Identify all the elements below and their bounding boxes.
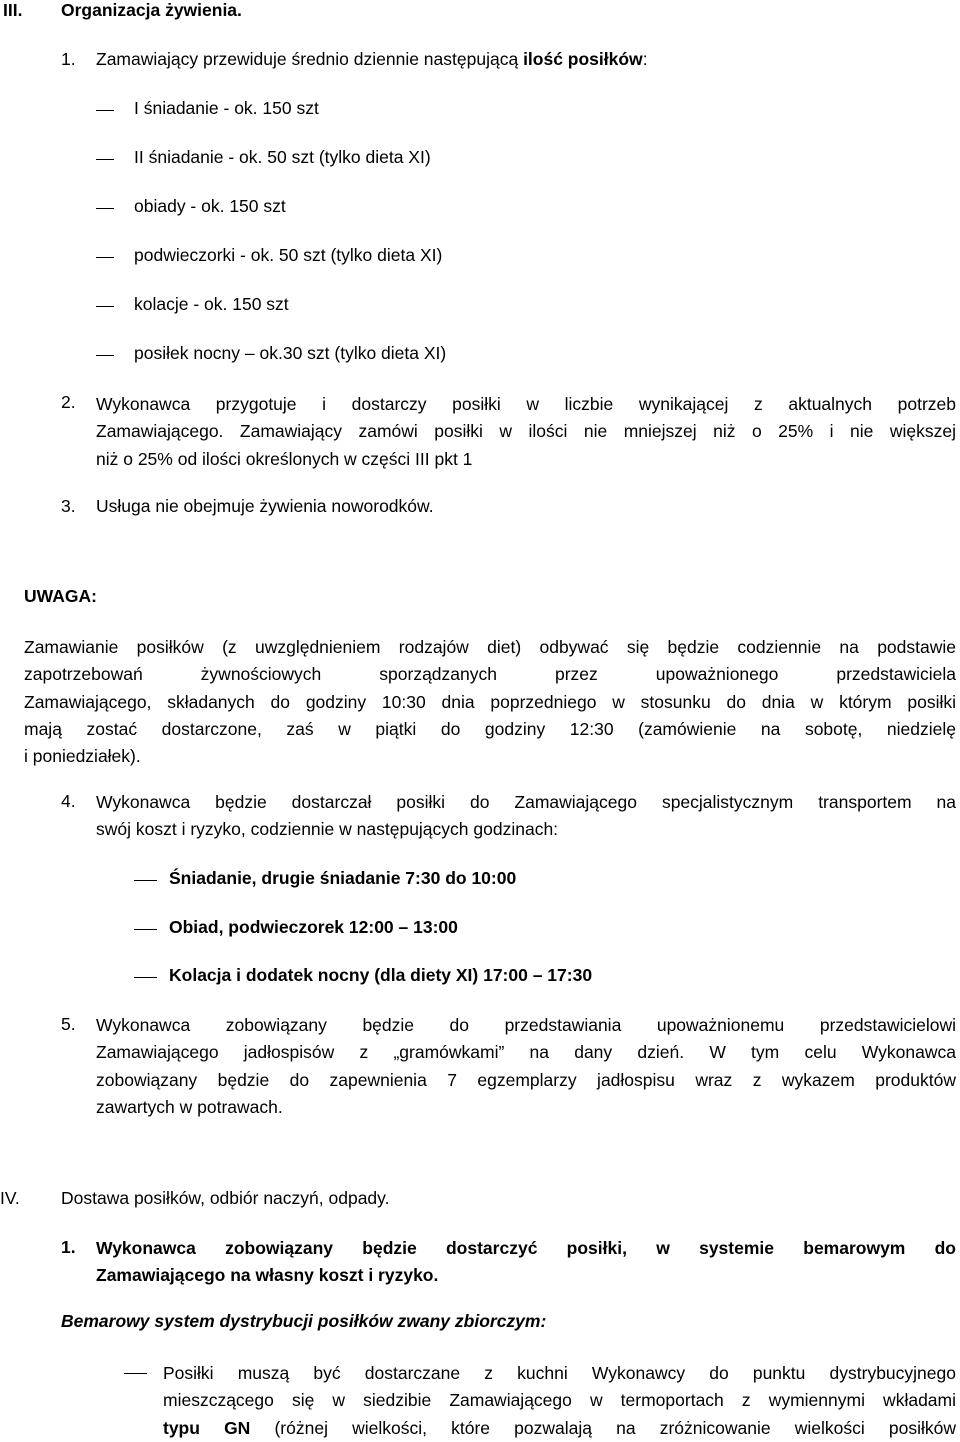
schedule-item: Obiad, podwieczorek 12:00 – 13:00 <box>169 917 458 937</box>
meal-item: posiłek nocny – ok.30 szt (tylko dieta XI) <box>134 343 447 363</box>
item-number: 1. <box>61 1237 76 1257</box>
paragraph-line: swój koszt i ryzyko, codziennie w następujących godzinach: <box>96 819 559 840</box>
paragraph-line: Zamawiającego, składanych do godziny 10:30 dnia poprzedniego w stosunku do dnia w którym posiłki <box>24 691 956 712</box>
dash-bullet <box>124 1373 147 1374</box>
note-label: UWAGA: <box>24 586 97 606</box>
paragraph-text: (różnej wielkości, które pozwalają na zróżnicowanie wielkości posiłków <box>250 1417 956 1438</box>
paragraph-line: Wykonawca zobowiązany będzie do przedstawiania upoważnionemu przedstawicielowi <box>96 1015 956 1035</box>
item-text-bold: ilość posiłków <box>523 49 643 69</box>
paragraph-line: Wykonawca zobowiązany będzie dostarczyć posiłki, w systemie bemarowym do <box>96 1238 956 1258</box>
section-numeral: III. <box>3 0 23 20</box>
paragraph-line: zobowiązany będzie do zapewnienia 7 egzemplarzy jadłospisu wraz z wykazem produktów <box>96 1069 956 1090</box>
meal-item: obiady - ok. 150 szt <box>134 196 286 216</box>
item-text <box>96 49 648 70</box>
dash-bullet <box>134 977 157 978</box>
paragraph-line: Wykonawca przygotuje i dostarczy posiłki w liczbie wynikającej z aktualnych potrzeb <box>96 394 956 414</box>
note-paragraph <box>24 634 956 770</box>
paragraph-line: Zamawiającego na własny koszt i ryzyko. <box>96 1265 439 1286</box>
dash-bullet <box>134 929 157 930</box>
section-title: Organizacja żywienia. <box>61 0 242 20</box>
dash-bullet <box>96 159 114 160</box>
dash-bullet <box>96 306 114 307</box>
meal-item: podwieczorki - ok. 50 szt (tylko dieta XI) <box>134 245 443 265</box>
dash-bullet <box>96 257 114 258</box>
item-text-part: : <box>642 49 648 69</box>
paragraph-line: mieszczącego się w siedzibie Zamawiającego w termoportach z wymiennymi wkładami <box>163 1390 956 1411</box>
dash-bullet <box>96 110 114 111</box>
dash-bullet <box>96 208 114 209</box>
item-number: 3. <box>61 496 76 516</box>
subheading: Bemarowy system dystrybucji posiłków zwany zbiorczym: <box>61 1311 547 1331</box>
meal-item: kolacje - ok. 150 szt <box>134 294 289 314</box>
paragraph-line: Zamawiającego jadłospisów z „gramówkami” na dany dzień. W tym celu Wykonawca <box>96 1042 956 1063</box>
dash-bullet <box>134 880 157 881</box>
item-paragraph <box>96 1235 956 1290</box>
section-numeral: IV. <box>0 1188 20 1208</box>
meal-item: I śniadanie - ok. 150 szt <box>134 98 319 118</box>
item-paragraph <box>96 391 956 473</box>
item-number: 2. <box>61 392 76 412</box>
item-text: Usługa nie obejmuje żywienia noworodków. <box>96 496 434 516</box>
dash-bullet <box>96 355 114 356</box>
item-number: 1. <box>61 49 76 69</box>
paragraph-line: Zamawianie posiłków (z uwzględnieniem rodzajów diet) odbywać się będzie codziennie na podstawie <box>24 637 956 657</box>
paragraph-line: zapotrzebowań żywnościowych sporządzanych przez upoważnionego przedstawiciela <box>24 664 956 685</box>
paragraph-line: mają zostać dostarczone, zaś w piątki do godziny 12:30 (zamówienie na sobotę, niedzielę <box>24 718 956 739</box>
meal-item: II śniadanie - ok. 50 szt (tylko dieta XI) <box>134 147 431 167</box>
item-text-part: Zamawiający przewiduje średnio dziennie następującą <box>96 49 519 69</box>
item-number: 5. <box>61 1014 76 1034</box>
paragraph-line: i poniedziałek). <box>24 746 141 767</box>
bullet-paragraph <box>163 1360 956 1442</box>
schedule-item: Śniadanie, drugie śniadanie 7:30 do 10:00 <box>169 868 517 888</box>
paragraph-line: Wykonawca będzie dostarczał posiłki do Zamawiającego specjalistycznym transportem na <box>96 792 956 812</box>
paragraph-line: zawartych w potrawach. <box>96 1096 283 1117</box>
paragraph-line: Posiłki muszą być dostarczane z kuchni Wykonawcy do punktu dystrybucyjnego <box>163 1363 956 1383</box>
item-paragraph <box>96 789 956 844</box>
paragraph-bold-text: typu GN <box>163 1417 251 1438</box>
paragraph-line: Zamawiającego. Zamawiający zamówi posiłki w ilości nie mniejszej niż o 25% i nie większej <box>96 421 956 442</box>
item-paragraph <box>96 1012 956 1121</box>
schedule-item: Kolacja i dodatek nocny (dla diety XI) 17:00 – 17:30 <box>169 965 593 985</box>
paragraph-line: niż o 25% od ilości określonych w części III pkt 1 <box>96 448 473 469</box>
section-title: Dostawa posiłków, odbiór naczyń, odpady. <box>61 1188 390 1208</box>
item-number: 4. <box>61 791 76 811</box>
